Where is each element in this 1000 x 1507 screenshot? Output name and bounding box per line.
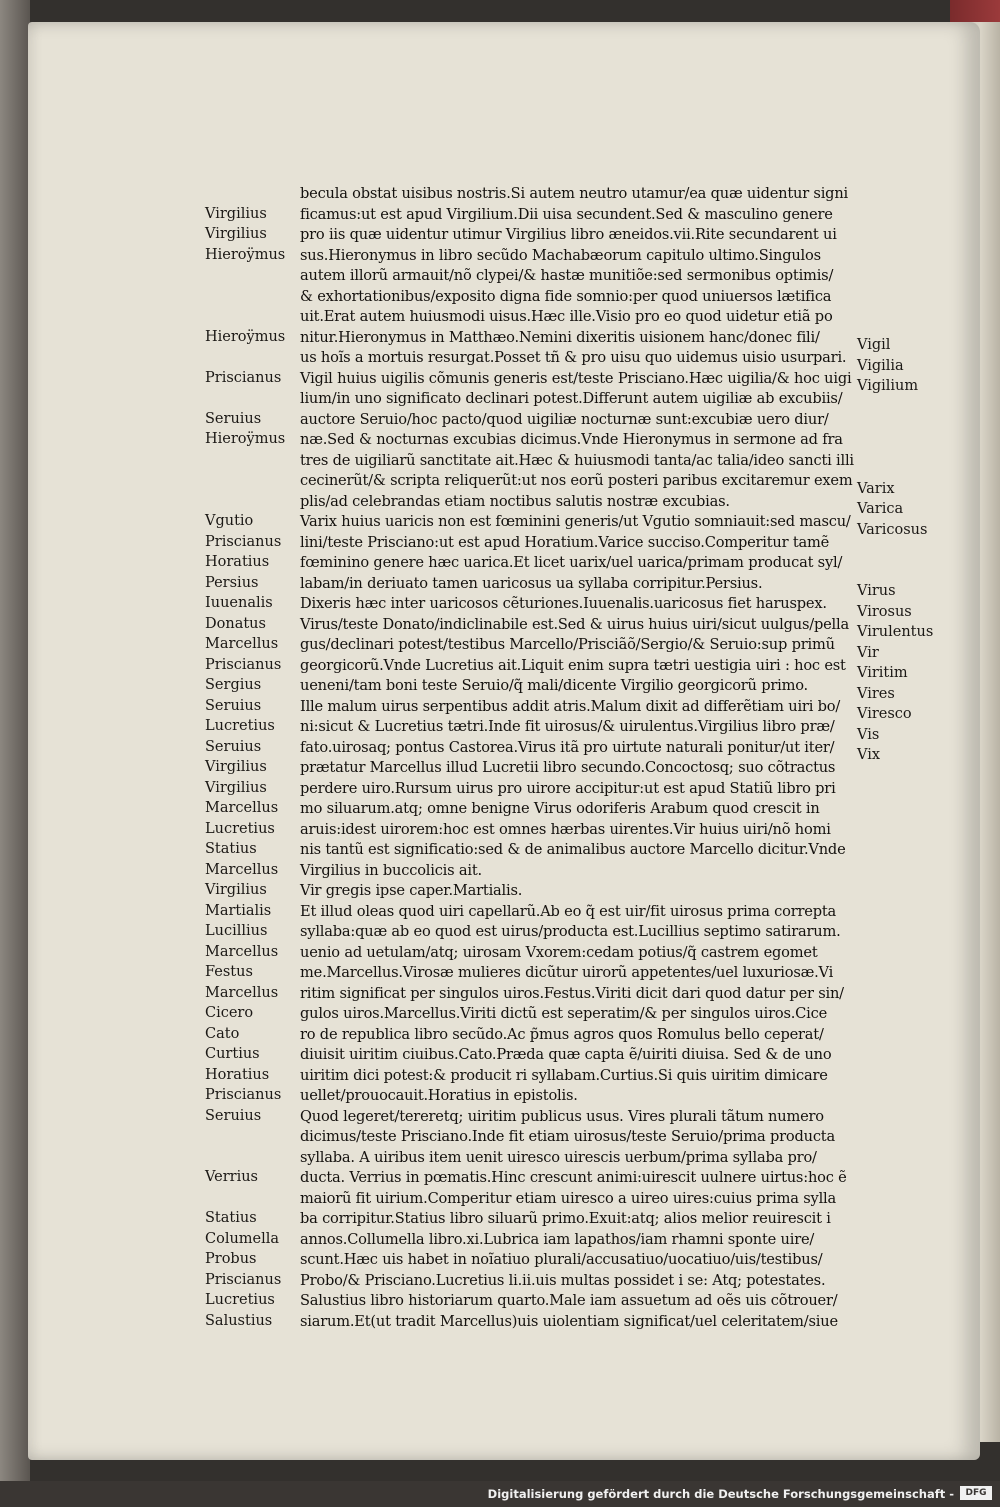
headword: Virus — [857, 583, 896, 599]
text-line: ficamus:ut est apud Virgilium.Dii uisa secundent.Sed & masculino genere — [300, 205, 833, 223]
text-line: Quod legeret/tereretq; uiritim publicus usus. Vires plurali tãtum numero — [300, 1107, 824, 1125]
margin-name: Probus — [205, 1251, 257, 1267]
book-cover-edge — [950, 0, 1000, 24]
text-line: ueneni/tam boni teste Seruio/q̃ mali/dicente Virgilio georgicorũ primo. — [300, 677, 808, 694]
headword: Varicosus — [857, 521, 928, 538]
text-line: perdere uiro.Rursum uirus pro uirore accipitur:ut est apud Statiũ libro pri — [300, 779, 836, 797]
margin-name: Martialis — [205, 902, 272, 919]
headword: Vis — [857, 726, 880, 743]
text-line: auctore Seruio/hoc pacto/quod uigiliæ nocturnæ sunt:excubiæ uero diur/ — [300, 410, 829, 428]
margin-name: Lucretius — [205, 718, 275, 734]
text-line: prætatur Marcellus illud Lucretii libro secundo.Concoctosq; suo cõtractus — [300, 759, 836, 776]
margin-name: Statius — [205, 841, 257, 857]
text-line: labam/in deriuato tamen uaricosus ua syllaba corripitur.Persius. — [300, 574, 763, 592]
margin-name: Horatius — [205, 554, 270, 570]
margin-name: Hieroÿmus — [205, 246, 286, 263]
margin-name: Seruius — [205, 1107, 262, 1124]
text-line: georgicorũ.Vnde Lucretius ait.Liquit enim supra tætri uestigia uiri : hoc est — [300, 656, 846, 674]
text-line: ni:sicut & Lucretius tætri.Inde fit uirosus/& uirulentus.Virgilius libro præ/ — [300, 718, 835, 735]
text-line: diuisit uiritim ciuibus.Cato.Præda quæ capta ẽ/uiriti diuisa. Sed & de uno — [300, 1046, 832, 1063]
headword: Vir — [857, 644, 879, 661]
text-line: scunt.Hæc uis habet in noĩatiuo plurali/accusatiuo/uocatiuo/uis/testibus/ — [300, 1251, 823, 1268]
text-line: Probo/& Prisciano.Lucretius li.ii.uis multas possidet i se: Atq; potestates. — [300, 1271, 826, 1289]
margin-name: Virgilius — [205, 759, 267, 775]
margin-name: Festus — [205, 964, 253, 980]
text-line: ducta. Verrius in pœmatis.Hinc crescunt animi:uirescit uulnere uirtus:hoc ẽ — [300, 1169, 847, 1186]
text-line: becula obstat uisibus nostris.Si autem neutro utamur/ea quæ uidentur signi — [300, 185, 848, 202]
text-line: autem illorũ armauit/nõ clypei/& hastæ munitiõe:sed sermonibus optimis/ — [300, 267, 834, 284]
headword: Viresco — [857, 706, 912, 722]
margin-name: Curtius — [205, 1046, 260, 1062]
margin-name: Columella — [205, 1230, 280, 1247]
text-line: pro iis quæ uidentur utimur Virgilius libro æneidos.vii.Rite secundarent ui — [300, 226, 837, 243]
text-line: ritim significat per singulos uiros.Festus.Viriti dicit dari quod datur per sin/ — [300, 984, 844, 1002]
margin-name: Priscianus — [205, 1087, 282, 1103]
margin-name: Statius — [205, 1210, 257, 1226]
text-line: fœminino genere hæc uarica.Et licet uarix/uel uarica/primam producat syl/ — [300, 554, 843, 571]
text-line: nis tantũ est significatio:sed & de animalibus auctore Marcello dicitur.Vnde — [300, 841, 846, 858]
text-line: næ.Sed & nocturnas excubias dicimus.Vnde Hieronymus in sermone ad fra — [300, 431, 843, 448]
text-line: annos.Collumella libro.xi.Lubrica iam lapathos/iam rhamni sponte uire/ — [300, 1230, 815, 1248]
margin-name: Marcellus — [205, 943, 279, 960]
margin-name: Iuuenalis — [205, 595, 273, 611]
margin-name: Lucillius — [205, 923, 268, 939]
digitization-credit: Digitalisierung gefördert durch die Deutsche Forschungsgemeinschaft - — [487, 1487, 954, 1501]
margin-name: Virgilius — [205, 779, 267, 796]
text-line: uiritim dici potest:& producit ri syllabam.Curtius.Si quis uiritim dimicare — [300, 1066, 828, 1084]
text-line: cecinerũt/& scripta reliquerũt:ut nos eorũ posteri paribus excitaremur exem — [300, 472, 853, 489]
margin-name: Verrius — [205, 1169, 259, 1185]
text-line: Varix huius uaricis non est fœminini generis/ut Vgutio somniauit:sed mascu/ — [300, 513, 851, 530]
headword: Virosus — [857, 603, 912, 620]
text-line: syllaba:quæ ab eo quod est uirus/producta est.Lucillius septimo satirarum. — [300, 923, 841, 940]
text-line: dicimus/teste Prisciano.Inde fit etiam uirosus/teste Seruio/prima producta — [300, 1128, 835, 1145]
margin-name: Vgutio — [205, 513, 254, 529]
margin-name: Priscianus — [205, 533, 282, 550]
text-line: Salustius libro historiarum quarto.Male iam assuetum ad oẽs uis cõtrouer/ — [300, 1292, 838, 1309]
margin-name: Virgilius — [205, 226, 267, 242]
text-line: Ille malum uirus serpentibus addit atris.Malum dixit ad differẽtiam uiri bo/ — [300, 697, 841, 715]
margin-name: Persius — [205, 574, 259, 591]
text-line: us hoĩs a mortuis resurgat.Posset tñ & pro uisu quo uidemus uisio usurpari. — [300, 349, 847, 366]
headword: Vires — [857, 685, 895, 702]
margin-name: Horatius — [205, 1066, 270, 1083]
margin-name: Virgilius — [205, 882, 267, 898]
margin-name: Priscianus — [205, 369, 282, 386]
text-line: Dixeris hæc inter uaricosos cẽturiones.Iuuenalis.uaricosus fiet haruspex. — [300, 595, 827, 612]
text-line: ro de republica libro secũdo.Ac p̃mus agros quos Romulus bello ceperat/ — [300, 1025, 824, 1043]
margin-name: Sergius — [205, 677, 262, 693]
headword: Vix — [857, 747, 881, 763]
text-line: plis/ad celebrandas etiam noctibus salutis nostræ excubias. — [300, 492, 730, 510]
text-line: Vigil huius uigilis cõmunis generis est/teste Prisciano.Hæc uigilia/& hoc uigi — [300, 369, 852, 387]
text-line: aruis:idest uirorem:hoc est omnes hærbas uirentes.Vir huius uiri/nõ homi — [300, 820, 831, 838]
margin-name: Marcellus — [205, 636, 279, 652]
margin-name: Marcellus — [205, 861, 279, 878]
margin-name: Marcellus — [205, 800, 279, 816]
margin-name: Priscianus — [205, 1271, 282, 1288]
left-page-stack — [0, 0, 30, 1507]
text-line: sus.Hieronymus in libro secũdo Machabæorum capitulo ultimo.Singulos — [300, 246, 821, 264]
headword: Virulentus — [857, 624, 934, 640]
headword: Varica — [857, 501, 904, 517]
text-line: siarum.Et(ut tradit Marcellus)uis uiolentiam significat/uel celeritatem/siue — [300, 1312, 838, 1330]
headword: Vigilia — [857, 357, 904, 374]
margin-name: Hieroÿmus — [205, 431, 286, 447]
margin-name: Priscianus — [205, 656, 282, 673]
text-line: lium/in uno significato declinari potest.Differunt autem uigiliæ ab excubiis/ — [300, 390, 843, 407]
dfg-logo: DFG — [960, 1486, 992, 1500]
text-line: tres de uigiliarũ sanctitate ait.Hæc & huiusmodi tanta/ac talia/ideo sancti illi — [300, 451, 854, 469]
text-line: gulos uiros.Marcellus.Viriti dictũ est seperatim/& per singulos uiros.Cice — [300, 1005, 828, 1022]
margin-name: Virgilius — [205, 205, 267, 222]
text-line: maiorũ fit uirium.Comperitur etiam uiresco a uireo uires:cuius prima sylla — [300, 1189, 837, 1207]
text-line: uellet/prouocauit.Horatius in epistolis. — [300, 1087, 578, 1104]
text-line: & exhortationibus/exposito digna fide somnio:per quod uniuersos lætifica — [300, 287, 832, 305]
text-line: uit.Erat autem huiusmodi uisus.Hæc ille.Visio pro eo quod uidetur etiã po — [300, 308, 833, 325]
text-line: ba corripitur.Statius libro siluarũ primo.Exuit:atq; alios melior reuirescit i — [300, 1210, 831, 1227]
text-line: Virus/teste Donato/indiclinabile est.Sed & uirus huius uiri/sicut uulgus/pella — [300, 615, 849, 633]
margin-name: Salustius — [205, 1312, 273, 1329]
margin-name: Marcellus — [205, 984, 279, 1001]
text-line: uenio ad uetulam/atq; uirosam Vxorem:cedam potius/q̃ castrem egomet — [300, 943, 818, 961]
margin-name: Seruius — [205, 410, 262, 427]
text-line: Virgilius in buccolicis ait. — [300, 861, 482, 879]
text-line: fato.uirosaq; pontus Castorea.Virus itã pro uirtute naturali ponitur/ut iter/ — [300, 738, 835, 756]
margin-name: Seruius — [205, 697, 262, 714]
margin-name: Lucretius — [205, 1292, 275, 1308]
text-line: Vir gregis ipse caper.Martialis. — [300, 882, 523, 899]
headword: Varix — [857, 480, 895, 497]
text-line: nitur.Hieronymus in Matthæo.Nemini dixeritis uisionem hanc/donec fili/ — [300, 328, 820, 346]
text-line: gus/declinari potest/testibus Marcello/Prisciãõ/Sergio/& Seruio:sup primũ — [300, 636, 835, 653]
margin-name: Hieroÿmus — [205, 328, 286, 345]
text-line: mo siluarum.atq; omne benigne Virus odoriferis Arabum quod crescit in — [300, 800, 820, 817]
headword: Viritim — [857, 665, 908, 681]
text-line: me.Marcellus.Virosæ mulieres dicũtur uirorũ appetentes/uel luxuriosæ.Vi — [300, 964, 834, 981]
text-line: syllaba. A uiribus item uenit uiresco uirescis uerbum/prima syllaba pro/ — [300, 1148, 817, 1166]
headword: Vigil — [857, 337, 891, 353]
text-line: Et illud oleas quod uiri capellarũ.Ab eo q̃ est uir/fit uirosus prima correpta — [300, 902, 837, 920]
margin-name: Seruius — [205, 738, 262, 755]
headword: Vigilium — [857, 378, 919, 394]
margin-name: Cicero — [205, 1005, 254, 1021]
margin-name: Donatus — [205, 615, 266, 632]
text-line: lini/teste Prisciano:ut est apud Horatium.Varice succiso.Comperitur tamẽ — [300, 533, 830, 551]
margin-name: Lucretius — [205, 820, 275, 837]
margin-name: Cato — [205, 1025, 240, 1042]
